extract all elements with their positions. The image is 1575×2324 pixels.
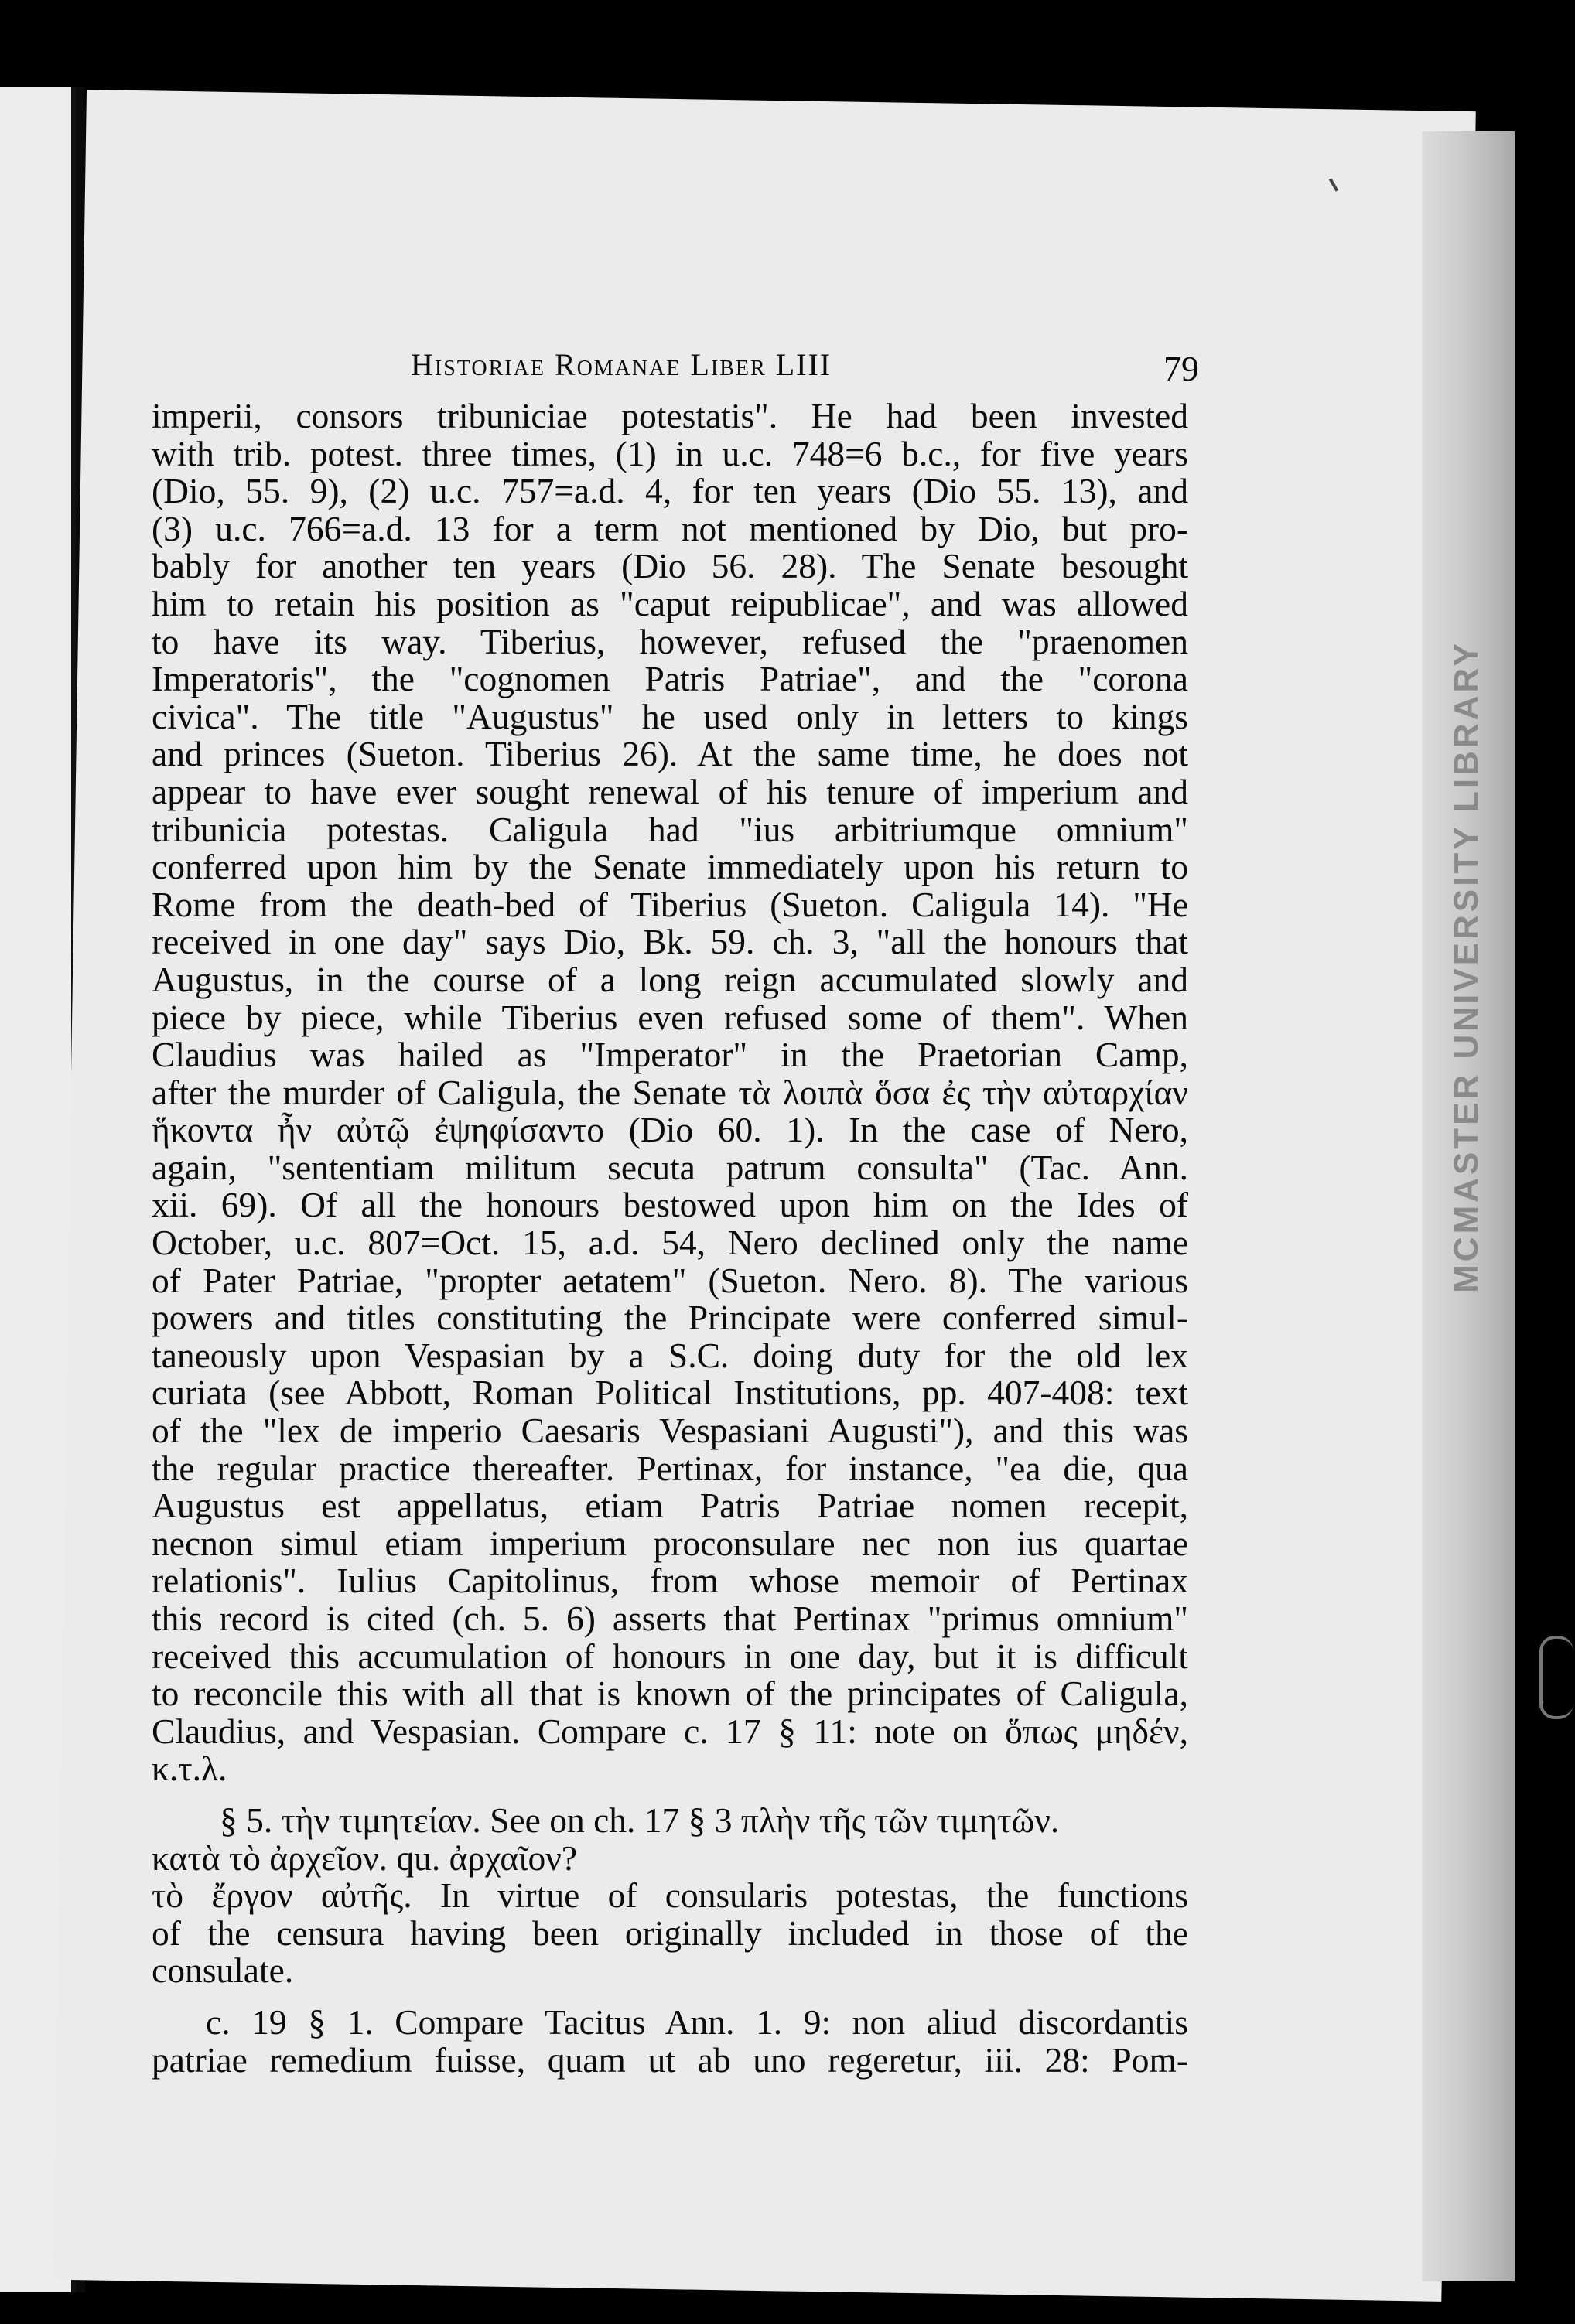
text-line: Rome from the death-bed of Tiberius (Sueton. Caligula 14). "He (152, 884, 1188, 924)
text-line: of Pater Patriae, "propter aetatem" (Sueton. Nero. 8). The various (152, 1260, 1188, 1300)
text-line: the regular practice thereafter. Pertinax, for instance, "ea die, qua (152, 1448, 1188, 1488)
text-line: Augustus, in the course of a long reign accumulated slowly and (152, 959, 1188, 999)
text-line: conferred upon him by the Senate immediately upon his return to (152, 847, 1188, 887)
note-line: consulate. (152, 1950, 294, 1991)
final-line: c. 19 § 1. Compare Tacitus Ann. 1. 9: non aliud discordantis (206, 2002, 1188, 2042)
note-line: of the censura having been originally included in those of the (152, 1913, 1188, 1953)
final-line: patriae remedium fuisse, quam ut ab uno regeretur, iii. 28: Pom- (152, 2039, 1188, 2080)
text-line: curiata (see Abbott, Roman Political Institutions, pp. 407-408: text (152, 1373, 1188, 1413)
running-title: Historiae Romanae Liber LIII (411, 347, 832, 382)
text-line: powers and titles constituting the Principate were conferred simul- (152, 1298, 1188, 1338)
text-line: received this accumulation of honours in one day, but it is difficult (152, 1636, 1188, 1676)
text-line: bably for another ten years (Dio 56. 28). The Senate besought (152, 546, 1188, 586)
text-line: Imperatoris", the "cognomen Patris Patriae", and the "corona (152, 659, 1188, 699)
text-line: imperii, consors tribuniciae potestatis". He had been invested (152, 396, 1188, 435)
page-content (152, 340, 1199, 2080)
text-line: tribunicia potestas. Caligula had "ius arbitriumque omnium" (152, 809, 1188, 849)
note-line: § 5. τὴν τιμητείαν. See on ch. 17 § 3 πλὴν τῆς τῶν τιμητῶν. (220, 1800, 1060, 1840)
text-line: October, u.c. 807=Oct. 15, a.d. 54, Nero declined only the name (152, 1223, 1188, 1263)
binding-clip (1539, 1636, 1573, 1719)
commentary-paragraph (152, 398, 1188, 2079)
note-line: κατὰ τὸ ἀρχεῖον. qu. ἀρχαῖον? (152, 1838, 578, 1878)
text-line: Augustus est appellatus, etiam Patris Patriae nomen recepit, (152, 1486, 1188, 1526)
text-line: him to retain his position as "caput reipublicae", and was allowed (152, 583, 1188, 623)
text-line: κ.τ.λ. (152, 1749, 227, 1789)
text-line: relationis". Iulius Capitolinus, from whose memoir of Pertinax (152, 1561, 1188, 1601)
library-stamp: MCMASTER UNIVERSITY LIBRARY (1447, 640, 1486, 1293)
text-line: of the "lex de imperio Caesaris Vespasiani Augusti"), and this was (152, 1411, 1188, 1451)
text-line: to reconcile this with all that is known of the principates of Caligula, (152, 1674, 1188, 1714)
text-line: ἥκοντα ἦν αὐτῷ ἐψηφίσαντο (Dio 60. 1). In the case of Nero, (152, 1110, 1188, 1150)
text-line: and princes (Sueton. Tiberius 26). At the same time, he does not (152, 734, 1188, 774)
text-line: with trib. potest. three times, (1) in u.c. 748=6 b.c., for five years (152, 433, 1188, 473)
text-line: (Dio, 55. 9), (2) u.c. 757=a.d. 4, for ten years (Dio 55. 13), and (152, 471, 1188, 511)
page-number: 79 (1163, 349, 1199, 388)
text-line: appear to have ever sought renewal of his tenure of imperium and (152, 771, 1188, 811)
text-line: necnon simul etiam imperium proconsulare nec non ius quartae (152, 1523, 1188, 1563)
text-line: piece by piece, while Tiberius even refused some of them". When (152, 997, 1188, 1037)
text-line: civica". The title "Augustus" he used only in letters to kings (152, 696, 1188, 736)
text-line: this record is cited (ch. 5. 6) asserts that Pertinax "primus omnium" (152, 1599, 1188, 1638)
text-line: after the murder of Caligula, the Senate τὰ λοιπὰ ὅσα ἐς τὴν αὐταρχίαν (152, 1072, 1188, 1112)
text-line: received in one day" says Dio, Bk. 59. ch. 3, "all the honours that (152, 922, 1188, 962)
text-line: Claudius was hailed as "Imperator" in the Praetorian Camp, (152, 1035, 1188, 1075)
page-header (152, 340, 1199, 394)
text-line: again, "sententiam militum secuta patrum consulta" (Tac. Ann. (152, 1147, 1188, 1187)
text-line: to have its way. Tiberius, however, refused the "praenomen (152, 621, 1188, 661)
text-line: Claudius, and Vespasian. Compare c. 17 § 11: note on ὅπως μηδέν, (152, 1711, 1188, 1751)
text-line: xii. 69). Of all the honours bestowed upon him on the Ides of (152, 1185, 1188, 1225)
text-line: (3) u.c. 766=a.d. 13 for a term not mentioned by Dio, but pro- (152, 508, 1188, 548)
text-line: taneously upon Vespasian by a S.C. doing duty for the old lex (152, 1335, 1188, 1375)
note-line: τὸ ἔργον αὐτῆς. In virtue of consularis potestas, the functions (152, 1875, 1188, 1916)
